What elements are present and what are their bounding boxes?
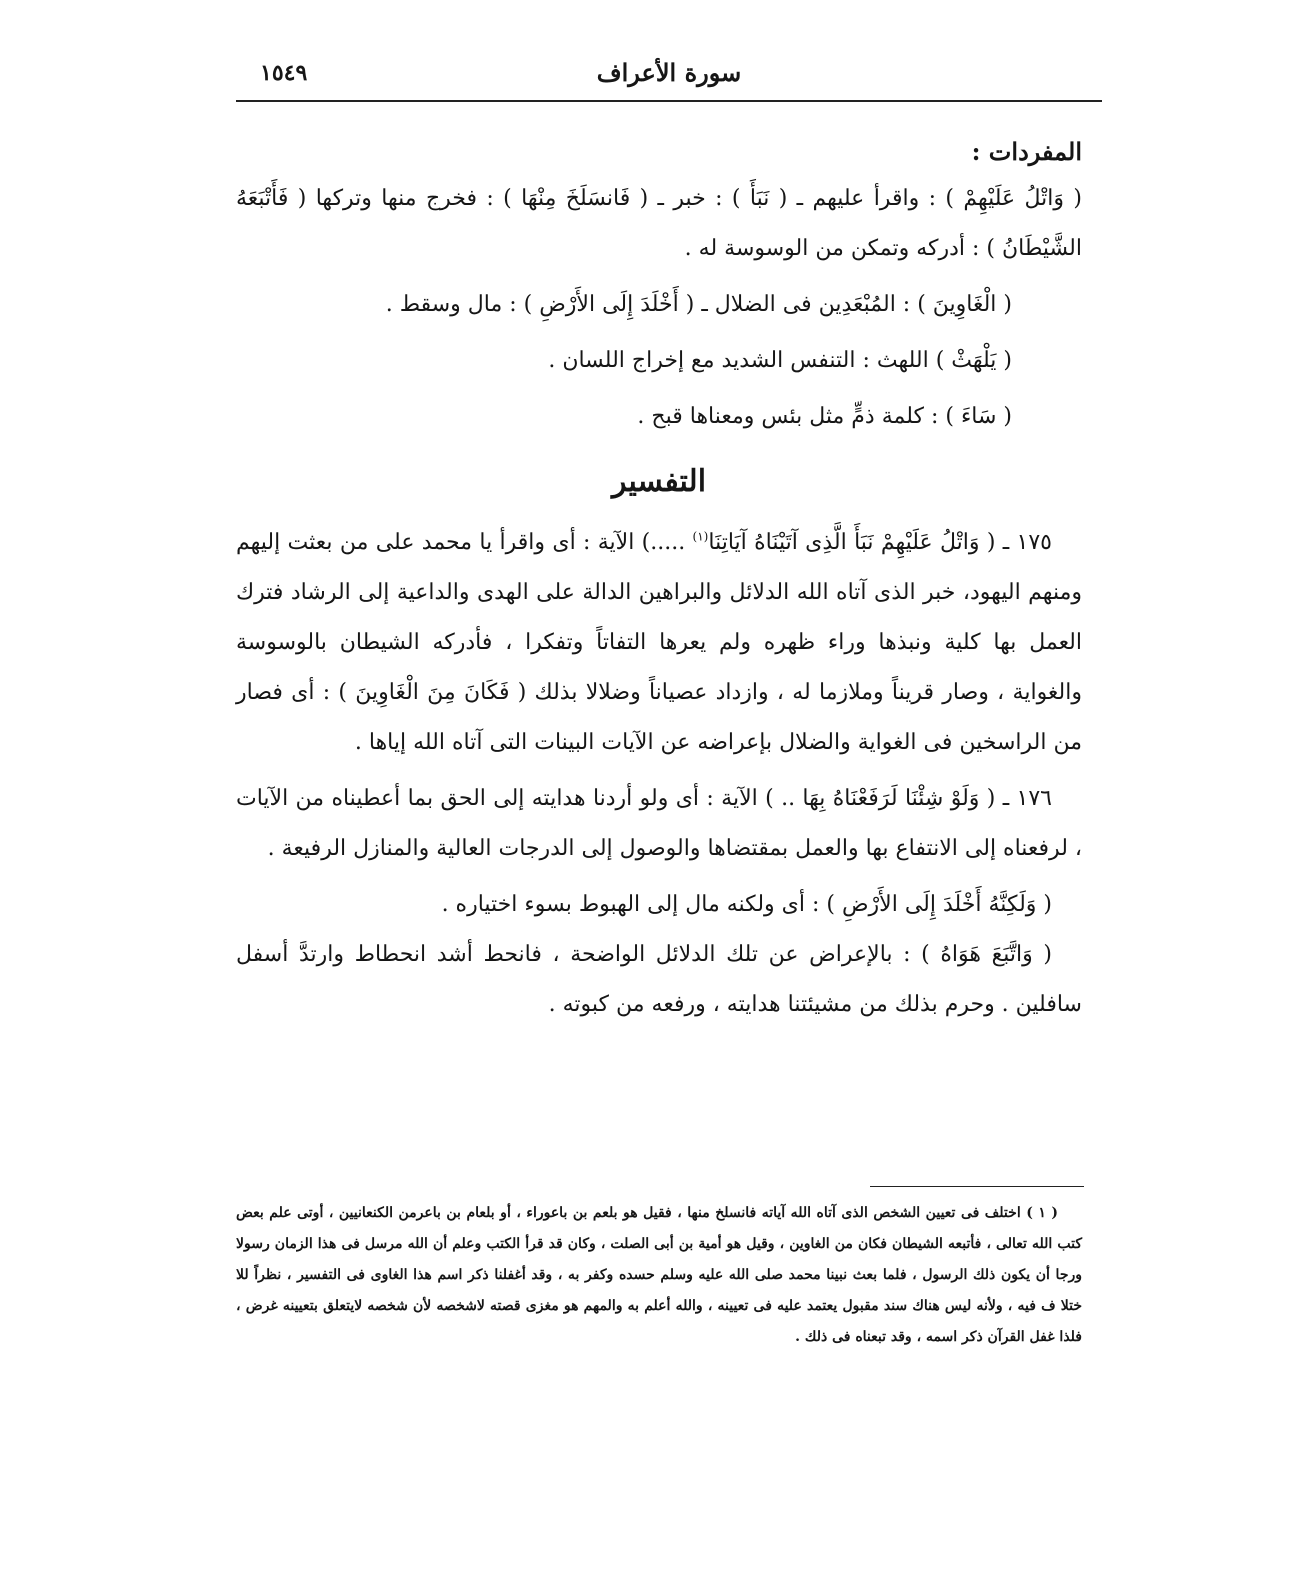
page-number: ١٥٤٩: [260, 60, 308, 86]
footnote-text: ( ١ ) اختلف فى تعيين الشخص الذى آتاه الله آياته فانسلخ منها ، فقيل هو بلعم بن باعوراء ، أو بلعام بن باعرمن الكنعانيين ، أوتى علم بعض كتب الله تعالى ، فأتبعه الشيطان فكان من الغاوين ، وقيل هو أمية بن أبى الصلت ، وكان قد قرأ الكتب وعلم أن الله مرسل فى هذا الزمان رسولا ورجا أن يكون ذلك الرسول ، فلما بعث نبينا محمد صلى الله عليه وسلم حسده وكفر به ، وقد أغفلنا ذكر اسم هذا الغاوى فى التفسير ، نظراً للا ختلا ف فيه ، ولأنه ليس هناك سند مقبول يعتمد عليه فى تعيينه ، والله أعلم به والمهم هو مغزى قصته لاشخصه لأن شخصه لايتعلق بتعيينه غرض ، فلذا غفل القرآن ذكر اسمه ، وقد تبعناه فى ذلك .: [236, 1205, 1082, 1345]
footnote-marker: (١): [692, 529, 709, 544]
surah-title: سورة الأعراف: [596, 58, 742, 87]
main-content: [236, 130, 1082, 1030]
footnote: [236, 1198, 1082, 1353]
verse-175-paragraph: [236, 518, 1082, 768]
page-header: [236, 58, 1102, 100]
vocabulary-entry: ( سَاءَ ) : كلمة ذمٍّ مثل بئس ومعناها قبح .: [637, 404, 1012, 429]
vocabulary-heading: المفردات :: [971, 137, 1082, 166]
vocabulary-entry: ( يَلْهَثْ ) اللهث : التنفس الشديد مع إخراج اللسان .: [548, 348, 1012, 373]
verse-176-paragraph: ١٧٦ ـ ( وَلَوْ شِئْنَا لَرَفَعْنَاهُ بِهَا .. ) الآية : أى ولو أردنا هدايته إلى الحق بما أعطيناه من الآيات ، لرفعناه إلى الانتفاع بها والعمل بمقتضاها والوصول إلى الدرجات العالية والمنازل الرفيعة .: [236, 786, 1082, 861]
verse-176-sub-2: ( وَاتَّبَعَ هَوَاهُ ) : بالإعراض عن تلك الدلائل الواضحة ، فانحط أشد انحطاط وارتدَّ أسفل سافلين . وحرم بذلك من مشيئتنا هدايته ، ورفعه من كبوته .: [236, 942, 1082, 1017]
verse-175-intro: ١٧٥ ـ ( وَاتْلُ عَلَيْهِمْ نَبَأَ الَّذِى آتَيْنَاهُ آيَاتِنَا: [708, 530, 1052, 555]
header-divider: [236, 100, 1102, 102]
vocabulary-entry: ( الْغَاوِينَ ) : المُبْعَدِين فى الضلال ـ ( أَخْلَدَ إِلَى الأَرْضِ ) : مال وسقط .: [385, 292, 1012, 317]
verse-175-body: .....) الآية : أى واقرأ يا محمد على من بعثت إليهم ومنهم اليهود، خبر الذى آتاه الله الدلائل والبراهين الدالة على الهدى والداعية إلى الرشاد فترك العمل بها كلية ونبذها وراء ظهره ولم يعرها التفاتاً وتفكرا ، فأدركه الشيطان بالوسوسة والغواية ، وصار قريناً وملازما له ، وازداد عصياناً وضلالا بذلك ( فَكَانَ مِنَ الْغَاوِينَ ) : أى فصار من الراسخين فى الغواية والضلال بإعراضه عن الآيات البينات التى آتاه الله إياها .: [236, 530, 1082, 755]
vocabulary-entry: ( وَاتْلُ عَلَيْهِمْ ) : واقرأ عليهم ـ ( نَبَأَ ) : خبر ـ ( فَانسَلَخَ مِنْهَا ) : فخرج منها وتركها ( فَأَتْبَعَهُ الشَّيْطَانُ ) : أدركه وتمكن من الوسوسة له .: [236, 186, 1082, 261]
footnote-divider: [870, 1186, 1084, 1187]
verse-176-sub-1: ( وَلَكِنَّهُ أَخْلَدَ إِلَى الأَرْضِ ) : أى ولكنه مال إلى الهبوط بسوء اختياره .: [441, 892, 1052, 917]
tafsir-heading: التفسير: [611, 464, 707, 499]
